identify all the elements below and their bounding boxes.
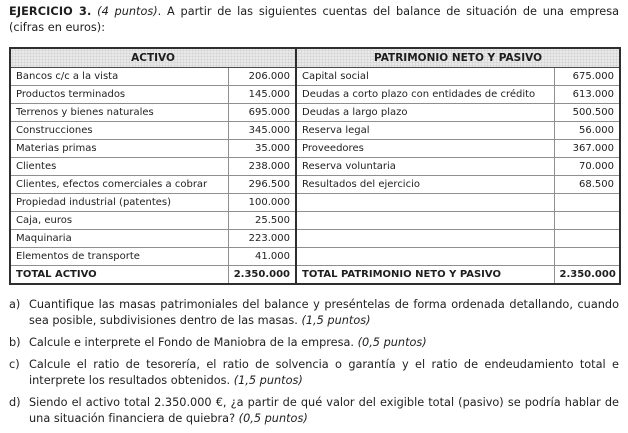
activo-account-cell: Clientes — [10, 157, 228, 175]
table-row — [10, 121, 620, 139]
question-b — [9, 335, 619, 351]
pasivo-amount-cell: 613.000 — [554, 85, 620, 103]
activo-amount-cell: 296.500 — [228, 175, 296, 193]
table-row — [10, 139, 620, 157]
pasivo-account-cell: Resultados del ejercicio — [296, 175, 554, 193]
question-a-body: Cuantifique las masas patrimoniales del balance y preséntelas de forma ordenada detallando, cuando sea posible, subdivisiones dentro de las masas. — [29, 297, 619, 327]
activo-account-cell: Materias primas — [10, 139, 228, 157]
question-b-label: b) — [9, 335, 21, 349]
question-d-body: Siendo el activo total 2.350.000 €, ¿a partir de qué valor del exigible total (pasivo) se podría hablar de una situación financiera de quiebra? — [29, 395, 619, 425]
question-b-text — [29, 335, 619, 351]
pasivo-amount-cell — [554, 193, 620, 211]
pasivo-header: PATRIMONIO NETO Y PASIVO — [296, 48, 620, 67]
total-pasivo-label: TOTAL PATRIMONIO NETO Y PASIVO — [296, 265, 554, 284]
activo-amount-cell: 238.000 — [228, 157, 296, 175]
exercise-title — [9, 4, 619, 36]
activo-account-cell: Terrenos y bienes naturales — [10, 103, 228, 121]
question-c-body: Calcule el ratio de tesorería, el ratio de solvencia o garantía y el ratio de endeudamiento total e interprete los resultados obtenidos. — [29, 357, 619, 387]
question-b-points: (0,5 puntos) — [357, 335, 427, 349]
activo-amount-cell: 35.000 — [228, 139, 296, 157]
exercise-intro: . A partir de las siguientes cuentas del balance de situación de una empresa (cifras en euros): — [9, 5, 620, 34]
activo-account-cell: Maquinaria — [10, 229, 228, 247]
pasivo-amount-cell: 367.000 — [554, 139, 620, 157]
activo-amount-cell: 345.000 — [228, 121, 296, 139]
activo-amount-cell: 695.000 — [228, 103, 296, 121]
pasivo-account-cell: Reserva voluntaria — [296, 157, 554, 175]
pasivo-amount-cell — [554, 229, 620, 247]
question-c-label: c) — [9, 357, 20, 371]
activo-amount-cell: 145.000 — [228, 85, 296, 103]
pasivo-amount-cell: 70.000 — [554, 157, 620, 175]
pasivo-account-cell: Deudas a largo plazo — [296, 103, 554, 121]
pasivo-amount-cell: 500.500 — [554, 103, 620, 121]
table-row — [10, 157, 620, 175]
pasivo-account-cell — [296, 211, 554, 229]
exercise-points: (4 puntos) — [97, 5, 158, 18]
table-row — [10, 211, 620, 229]
question-c-points: (1,5 puntos) — [233, 373, 303, 387]
pasivo-amount-cell — [554, 211, 620, 229]
activo-account-cell: Elementos de transporte — [10, 247, 228, 265]
table-row — [10, 67, 620, 85]
question-d-points: (0,5 puntos) — [238, 411, 308, 425]
question-c — [9, 357, 619, 389]
total-activo-label: TOTAL ACTIVO — [10, 265, 228, 284]
activo-account-cell: Bancos c/c a la vista — [10, 67, 228, 85]
question-a — [9, 297, 619, 329]
activo-header: ACTIVO — [10, 48, 296, 67]
question-d-text — [29, 395, 619, 427]
question-a-points: (1,5 puntos) — [301, 313, 371, 327]
pasivo-account-cell: Proveedores — [296, 139, 554, 157]
table-row — [10, 85, 620, 103]
pasivo-account-cell: Deudas a corto plazo con entidades de crédito — [296, 85, 554, 103]
question-d — [9, 395, 619, 427]
table-row — [10, 247, 620, 265]
table-header-row — [10, 48, 620, 67]
activo-account-cell: Caja, euros — [10, 211, 228, 229]
total-activo-amount: 2.350.000 — [228, 265, 296, 284]
pasivo-account-cell — [296, 229, 554, 247]
question-a-text — [29, 297, 619, 329]
activo-amount-cell: 100.000 — [228, 193, 296, 211]
pasivo-amount-cell: 68.500 — [554, 175, 620, 193]
activo-account-cell: Clientes, efectos comerciales a cobrar — [10, 175, 228, 193]
table-row — [10, 175, 620, 193]
question-b-body: Calcule e interprete el Fondo de Maniobra de la empresa. — [29, 335, 355, 349]
question-a-label: a) — [9, 297, 21, 311]
question-d-label: d) — [9, 395, 21, 409]
activo-account-cell: Productos terminados — [10, 85, 228, 103]
table-row — [10, 193, 620, 211]
exercise-number: EJERCICIO 3. — [9, 5, 92, 18]
question-c-text — [29, 357, 619, 389]
pasivo-account-cell — [296, 193, 554, 211]
pasivo-account-cell: Capital social — [296, 67, 554, 85]
table-row — [10, 229, 620, 247]
activo-amount-cell: 41.000 — [228, 247, 296, 265]
activo-amount-cell: 206.000 — [228, 67, 296, 85]
balance-table — [9, 47, 621, 285]
table-row — [10, 103, 620, 121]
pasivo-account-cell — [296, 247, 554, 265]
total-row — [10, 265, 620, 284]
pasivo-account-cell: Reserva legal — [296, 121, 554, 139]
questions-list — [9, 297, 619, 427]
activo-amount-cell: 223.000 — [228, 229, 296, 247]
activo-account-cell: Construcciones — [10, 121, 228, 139]
activo-amount-cell: 25.500 — [228, 211, 296, 229]
activo-account-cell: Propiedad industrial (patentes) — [10, 193, 228, 211]
pasivo-amount-cell: 56.000 — [554, 121, 620, 139]
total-pasivo-amount: 2.350.000 — [554, 265, 620, 284]
pasivo-amount-cell — [554, 247, 620, 265]
pasivo-amount-cell: 675.000 — [554, 67, 620, 85]
